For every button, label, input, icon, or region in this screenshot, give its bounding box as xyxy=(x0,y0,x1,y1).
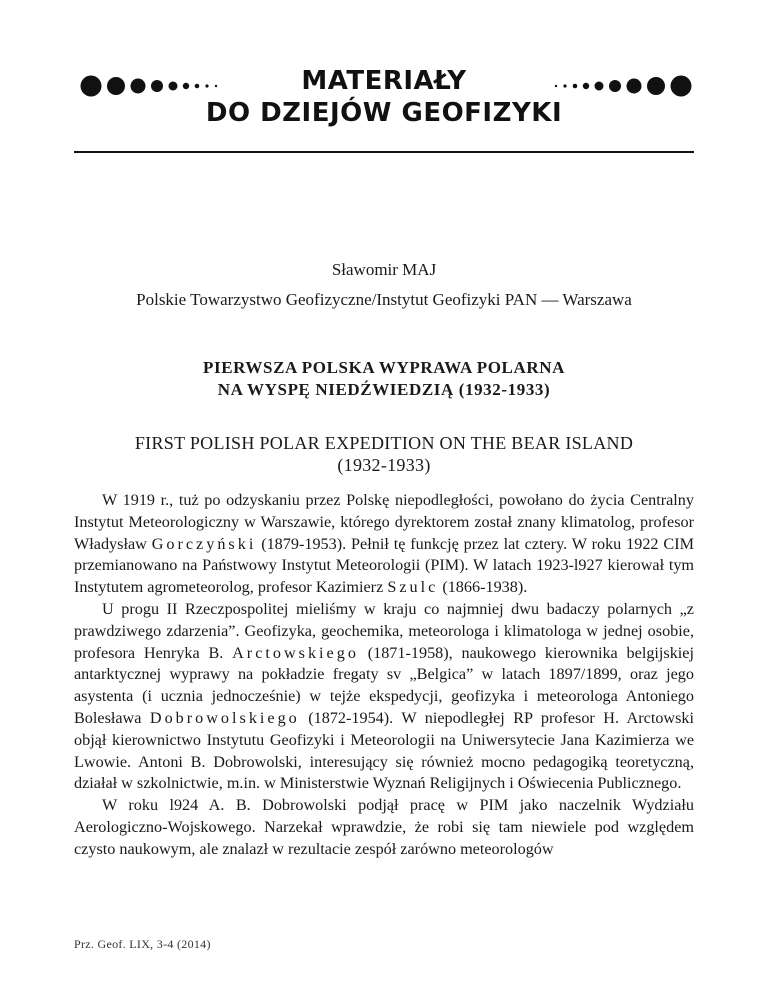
paragraph-1 xyxy=(74,490,694,599)
spaced-name-dobrowolski: Dobrowolskiego xyxy=(149,708,300,727)
paragraph-2 xyxy=(74,599,694,795)
title-english xyxy=(0,432,768,476)
text-span: U progu II Rzeczpospolitej mieliśmy w kraju co najmniej dwu badaczy polarnych „z prawdziwego zdarzenia”. Geofizyka, geochemika, meteorologa i klimatologa w jednej osobie, profesora Henryka B. xyxy=(74,599,694,662)
journal-citation: Prz. Geof. LIX, 3-4 (2014) xyxy=(74,937,211,951)
header-title-line2: DO DZIEJÓW GEOFIZYKI xyxy=(205,98,563,128)
title-english-line2: (1932-1933) xyxy=(337,455,431,475)
title-english-line1: FIRST POLISH POLAR EXPEDITION ON THE BEAR ISLAND xyxy=(134,433,634,453)
text-span: (1871-1958), naukowego kierownika belgijskiej antarktycznej wyprawy na pokładzie fregaty sv „Belgica” w latach 1897/1899, oraz jego asystenta (i ucznia jednocześnie) w tejże ekspedycji, geofizyka i meteorologa Antoniego Bolesława xyxy=(74,643,694,727)
header-title-line1: MATERIAŁY xyxy=(301,66,467,96)
section-header xyxy=(0,60,768,140)
title-polish-line1: PIERWSZA POLSKA WYPRAWA POLARNA xyxy=(203,358,565,377)
author-name: Sławomir MAJ xyxy=(331,260,437,279)
author-affiliation: Polskie Towarzystwo Geofizyczne/Instytut Geofizyki PAN — Warszawa xyxy=(136,290,632,309)
title-polish xyxy=(0,357,768,401)
title-polish-line2: NA WYSPĘ NIEDŹWIEDZIĄ (1932-1933) xyxy=(217,380,551,399)
header-rule xyxy=(74,151,694,153)
spaced-name-szulc: Szulc xyxy=(387,578,439,597)
spaced-name-arctowski: Arctowskiego xyxy=(232,643,359,662)
text-span: (1879-1953). Pełnił tę funkcję przez lat cztery. W roku 1922 CIM przemianowano na Państwowy Instytut Meteorologii (PIM). W latach 1923-l927 kierował tym Instytutem agrometeorolog, profesor Kazimierz xyxy=(74,534,694,597)
text-span: (1866-1938). xyxy=(438,578,528,597)
article-body xyxy=(74,490,694,861)
spaced-name-gorczynski: Gorczyński xyxy=(151,534,257,553)
text-span: (1872-1954). W niepodległej RP profesor H. Arctowski objął kierownictwo Instytutu Geofizyki i Meteorologii na Uniwersytecie Jana Kazimierza we Lwowie. Antoni B. Dobrowolski, interesujący się również mocno pedagogiką teoretyczną, działał w szkolnictwie, m.in. w Ministerstwie Wyznań Religijnych i Oświecenia Publicznego. xyxy=(74,708,694,793)
text-span: W 1919 r., tuż po odzyskaniu przez Polskę niepodległości, powołano do życia Centralny Instytut Meteorologiczny w Warszawie, którego dyrektorem został znany klimatolog, profesor Władysław xyxy=(74,491,694,553)
paragraph-3: W roku l924 A. B. Dobrowolski podjął pracę w PIM jako naczelnik Wydziału Aerologiczno-Wojskowego. Narzekał wprawdzie, że robi się tam niewiele pod względem czysto naukowym, ale znalazł w rezultacie zespół zarówno meteorologów xyxy=(74,796,694,858)
